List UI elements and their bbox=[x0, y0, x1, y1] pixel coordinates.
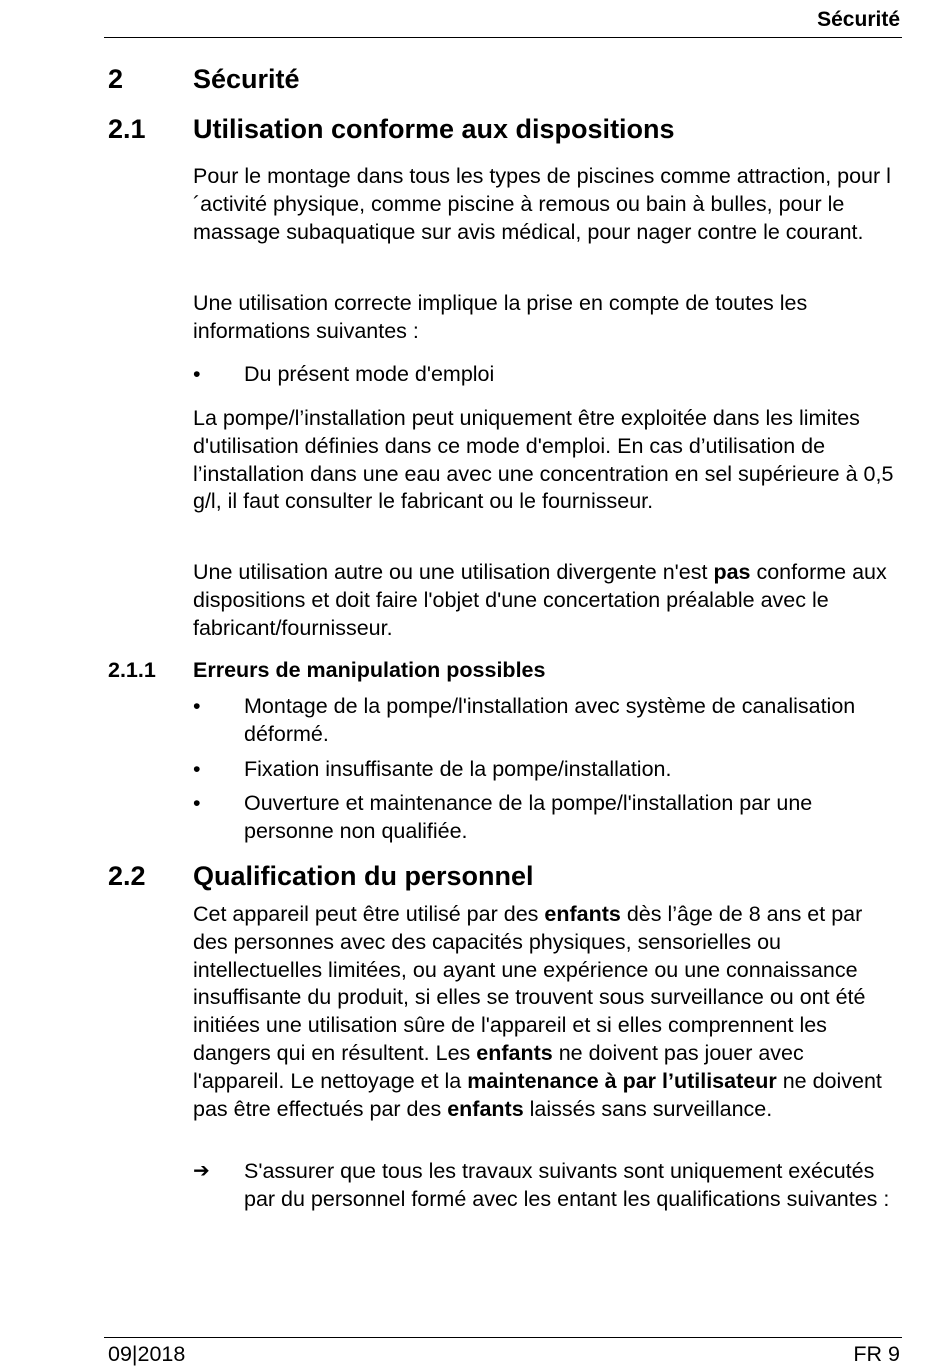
emphasis-text: pas bbox=[713, 560, 751, 584]
footer-divider bbox=[104, 1337, 902, 1338]
paragraph-correct-use: Une utilisation correcte implique la prise en compte de toutes les informations suivantes : bbox=[193, 291, 808, 343]
section-number: 2 bbox=[108, 64, 124, 94]
emphasis-text: enfants bbox=[544, 902, 621, 926]
list-item-text: Ouverture et maintenance de la pompe/l'installation par une personne non qualifiée. bbox=[244, 791, 813, 843]
text-run: laissés sans surveillance. bbox=[523, 1096, 773, 1121]
text-run: Cet appareil peut être utilisé par des bbox=[193, 902, 545, 926]
list-item-text: Fixation insuffisante de la pompe/installation. bbox=[244, 757, 672, 781]
section-title: Erreurs de manipulation possibles bbox=[193, 658, 546, 682]
section-title: Qualification du personnel bbox=[193, 861, 534, 891]
emphasis-text: enfants bbox=[447, 1096, 524, 1121]
instruction-text: S'assurer que tous les travaux suivants sont uniquement exécutés par du personnel formé avec les entant les qualifications suivantes : bbox=[244, 1159, 890, 1211]
emphasis-text: enfants bbox=[476, 1040, 553, 1065]
running-header: Sécurité bbox=[817, 8, 900, 31]
text-run: dès l’âge de 8 ans et par des personnes avec des capacités physiques, sensorielles ou intellectuelles limitées, ou ayant une expérience ou une connaissance insuffisante du produit, si elles se trouvent sous surveillance ou ont été initiées une utilisation sûre de l'appareil et si elles comprennent les dangers qui en résultent. Les bbox=[193, 902, 866, 1065]
paragraph-limits: La pompe/l’installation peut uniquement être exploitée dans les limites d'utilisation définies dans ce mode d'emploi. En cas d’utilisation de l’installation dans une eau avec une concentration en sel supérieure à 0,5 g/l, il faut consulter le fabricant ou le fournisseur. bbox=[193, 406, 894, 514]
bullet-icon: • bbox=[193, 757, 201, 781]
section-number: 2.1 bbox=[108, 114, 146, 144]
section-title: Sécurité bbox=[193, 64, 300, 94]
header-divider bbox=[104, 37, 902, 38]
paragraph-intended-use: Pour le montage dans tous les types de piscines comme attraction, pour l´activité physique, comme piscine à remous ou bain à bulles, pour le massage subaquatique sur avis médical, pour nager contre le courant. bbox=[193, 164, 891, 244]
list-item-text: Montage de la pompe/l'installation avec système de canalisation déformé. bbox=[244, 694, 856, 746]
page-number: FR 9 bbox=[853, 1342, 900, 1366]
paragraph-other-use bbox=[193, 559, 898, 642]
section-number: 2.1.1 bbox=[108, 658, 156, 682]
list-item-text: Du présent mode d'emploi bbox=[244, 362, 495, 386]
bullet-icon: • bbox=[193, 362, 201, 386]
text-run: ne doivent pas jouer avec l'appareil. Le nettoyage et la bbox=[193, 1040, 804, 1093]
paragraph-qualification bbox=[193, 901, 898, 1123]
emphasis-text: maintenance à par l’utilisateur bbox=[467, 1068, 777, 1093]
text-run: conforme aux dispositions et doit faire l'objet d'une concertation préalable avec le fabricant/fournisseur. bbox=[193, 560, 887, 640]
text-run: ne doivent pas être effectués par des bbox=[193, 1068, 882, 1121]
arrow-right-icon: ➔ bbox=[193, 1160, 210, 1182]
bullet-icon: • bbox=[193, 694, 201, 718]
section-number: 2.2 bbox=[108, 861, 146, 891]
section-title: Utilisation conforme aux dispositions bbox=[193, 114, 675, 144]
bullet-icon: • bbox=[193, 791, 201, 815]
footer-date: 09|2018 bbox=[108, 1342, 186, 1366]
text-run: Une utilisation autre ou une utilisation divergente n'est bbox=[193, 560, 714, 584]
